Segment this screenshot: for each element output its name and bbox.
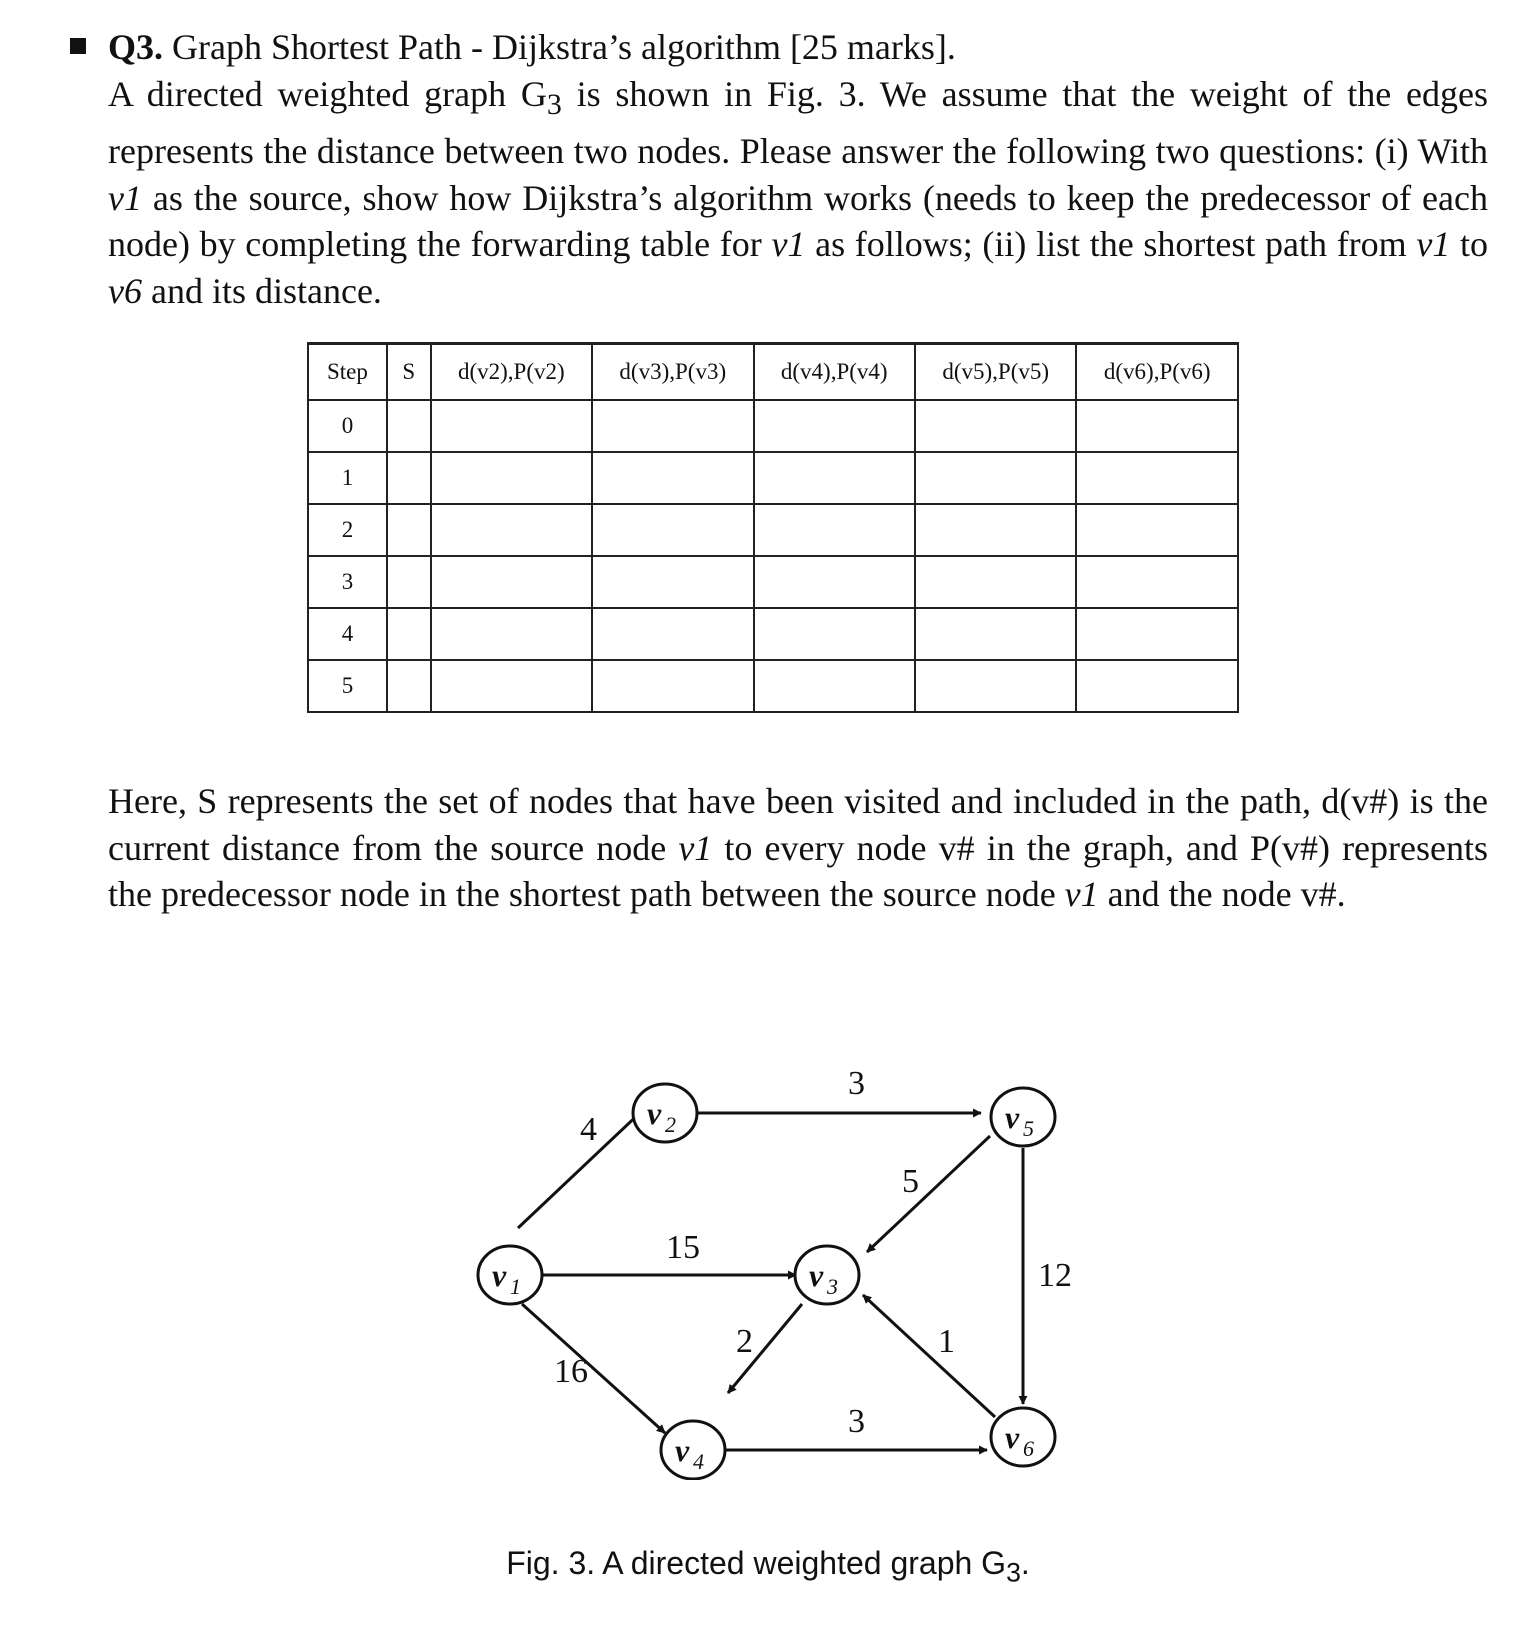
table-row	[308, 608, 1238, 660]
header-v6: d(v6),P(v6)	[1076, 344, 1238, 401]
table-header-row	[308, 344, 1238, 401]
weight-v1-v4: 16	[554, 1353, 588, 1390]
node-v1-letter: v	[492, 1257, 507, 1293]
node-v2	[633, 1084, 697, 1142]
empty-cell[interactable]	[915, 400, 1076, 452]
header-step: Step	[308, 344, 387, 401]
empty-cell[interactable]	[592, 400, 753, 452]
empty-cell[interactable]	[915, 452, 1076, 504]
header-v2: d(v2),P(v2)	[431, 344, 592, 401]
weight-v6-v3: 1	[938, 1323, 955, 1360]
empty-cell[interactable]	[1076, 400, 1238, 452]
source-node-ref: v1	[678, 827, 713, 868]
empty-cell[interactable]	[754, 504, 915, 556]
empty-cell[interactable]	[592, 608, 753, 660]
empty-cell[interactable]	[915, 660, 1076, 712]
caption-text: Fig. 3. A directed weighted graph G	[506, 1545, 1007, 1581]
edge-v6-v3	[863, 1295, 995, 1417]
empty-cell[interactable]	[754, 556, 915, 608]
question-text-2: is shown in Fig. 3. We assume that the weight of the edges represents the distance between two nodes. Please answer the following two questions: (i) With	[108, 73, 1488, 172]
explanation-text-1: Here, S represents the set of nodes that have been visited and included in the path, d(v#) is the current distance from the source node	[108, 781, 1488, 868]
question-text-1: A directed weighted graph G	[108, 73, 547, 114]
empty-cell[interactable]	[387, 608, 431, 660]
figure-caption	[0, 1545, 1536, 1588]
weight-v1-v2: 4	[580, 1111, 597, 1148]
node-v4-sub: 4	[693, 1449, 704, 1474]
empty-cell[interactable]	[387, 400, 431, 452]
question-block	[108, 24, 1488, 314]
empty-cell[interactable]	[1076, 660, 1238, 712]
table-row	[308, 556, 1238, 608]
node-v1-sub: 1	[510, 1274, 521, 1299]
empty-cell[interactable]	[592, 660, 753, 712]
question-label: Q3.	[108, 27, 164, 67]
question-text-6: and its distance.	[141, 270, 382, 311]
weight-v4-v6: 3	[848, 1403, 865, 1440]
node-v5-sub: 5	[1023, 1116, 1034, 1141]
header-v5: d(v5),P(v5)	[915, 344, 1076, 401]
node-v4	[661, 1421, 725, 1479]
graph-figure	[470, 1060, 1110, 1480]
explanation-text-2: to every node v# in the graph, and P(v#) represents the predecessor node in the shortest path between the source node	[108, 827, 1488, 914]
empty-cell[interactable]	[915, 608, 1076, 660]
table-row	[308, 660, 1238, 712]
source-node-ref: v1	[108, 177, 142, 218]
step-cell: 3	[308, 556, 387, 608]
node-v4-letter: v	[675, 1432, 690, 1468]
explanation-text-3: and the node v#.	[1098, 874, 1346, 914]
node-v5	[991, 1088, 1055, 1146]
empty-cell[interactable]	[592, 504, 753, 556]
empty-cell[interactable]	[1076, 504, 1238, 556]
empty-cell[interactable]	[387, 660, 431, 712]
question-text-3: as the source, show how Dijkstra’s algorithm works (needs to keep the predecessor of each node) by completing the forwarding table for	[108, 177, 1488, 265]
empty-cell[interactable]	[431, 400, 592, 452]
node-v1	[478, 1246, 542, 1304]
empty-cell[interactable]	[431, 660, 592, 712]
header-v4: d(v4),P(v4)	[754, 344, 915, 401]
table-row	[308, 400, 1238, 452]
empty-cell[interactable]	[387, 504, 431, 556]
question-text-5: to	[1450, 224, 1488, 265]
explanation-paragraph	[108, 778, 1488, 918]
question-text-4: as follows; (ii) list the shortest path from	[805, 224, 1417, 265]
node-v6-letter: v	[1005, 1419, 1020, 1455]
node-v2-sub: 2	[665, 1112, 676, 1137]
empty-cell[interactable]	[754, 660, 915, 712]
weight-v1-v3: 15	[666, 1229, 700, 1266]
caption-end: .	[1020, 1545, 1030, 1581]
node-v3-sub: 3	[827, 1274, 838, 1299]
weight-v3-v4: 2	[736, 1323, 753, 1360]
empty-cell[interactable]	[915, 504, 1076, 556]
empty-cell[interactable]	[754, 400, 915, 452]
graph-subscript: 3	[546, 87, 562, 121]
empty-cell[interactable]	[431, 452, 592, 504]
table-row	[308, 504, 1238, 556]
edge-v1-v4	[522, 1304, 665, 1433]
step-cell: 4	[308, 608, 387, 660]
empty-cell[interactable]	[754, 452, 915, 504]
step-cell: 0	[308, 400, 387, 452]
step-cell: 2	[308, 504, 387, 556]
empty-cell[interactable]	[1076, 608, 1238, 660]
node-v2-letter: v	[647, 1095, 662, 1131]
empty-cell[interactable]	[387, 556, 431, 608]
empty-cell[interactable]	[387, 452, 431, 504]
source-node-ref: v1	[1064, 874, 1099, 914]
caption-subscript: 3	[1006, 1557, 1021, 1588]
source-node-ref: v1	[771, 224, 806, 265]
node-v3-letter: v	[809, 1257, 824, 1293]
header-s: S	[387, 344, 431, 401]
source-node-ref: v1	[1416, 224, 1451, 265]
empty-cell[interactable]	[431, 504, 592, 556]
empty-cell[interactable]	[592, 452, 753, 504]
weight-v5-v6: 12	[1038, 1257, 1072, 1294]
empty-cell[interactable]	[431, 608, 592, 660]
empty-cell[interactable]	[754, 608, 915, 660]
empty-cell[interactable]	[431, 556, 592, 608]
weight-v5-v3: 5	[902, 1163, 919, 1200]
question-title: Graph Shortest Path - Dijkstra’s algorithm [25 marks].	[163, 27, 956, 67]
forwarding-table	[307, 342, 1239, 713]
bullet-icon	[70, 38, 86, 54]
empty-cell[interactable]	[1076, 556, 1238, 608]
step-cell: 1	[308, 452, 387, 504]
empty-cell[interactable]	[1076, 452, 1238, 504]
node-v3	[795, 1246, 859, 1304]
node-v5-letter: v	[1005, 1099, 1020, 1135]
step-cell: 5	[308, 660, 387, 712]
node-v6-sub: 6	[1023, 1436, 1034, 1461]
weight-v2-v5: 3	[848, 1065, 865, 1102]
header-v3: d(v3),P(v3)	[592, 344, 753, 401]
table-row	[308, 452, 1238, 504]
target-node-ref: v6	[108, 270, 142, 311]
empty-cell[interactable]	[592, 556, 753, 608]
edge-v5-v3	[867, 1136, 990, 1252]
empty-cell[interactable]	[915, 556, 1076, 608]
node-v6	[991, 1408, 1055, 1466]
